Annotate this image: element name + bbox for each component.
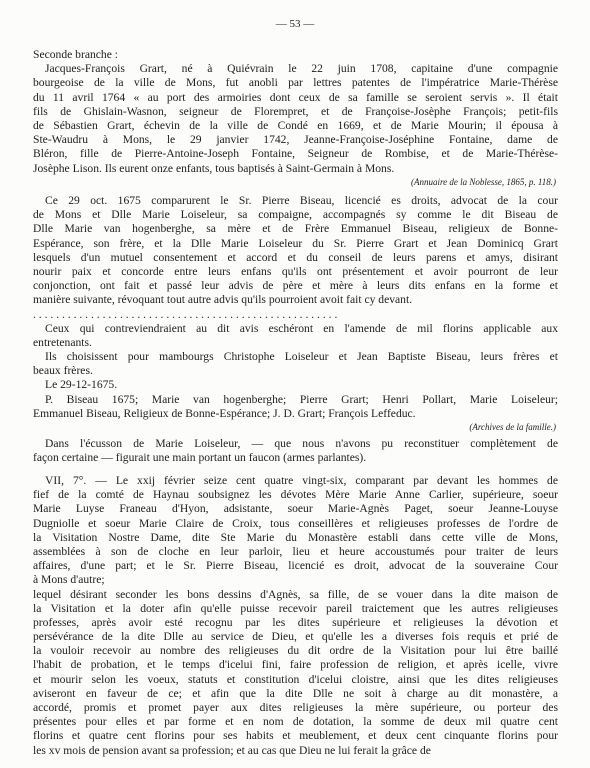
text-line: à Mons d'autre; bbox=[33, 573, 105, 587]
text-line: Espérance, son frère, et la Dlle Marie Loiseleur du Sr. Pierre Grart et Jean Dominicq Grart bbox=[33, 236, 558, 250]
text-line: bourgeoise de la ville de Mons, fut anobli par lettres patentes de l'impératrice Marie-Thérèse bbox=[33, 76, 558, 90]
text-line: Ste-Waudru à Mons, le 29 janvier 1742, Jeanne-Françoise-Joséphine Fontaine, dame de bbox=[33, 133, 558, 147]
text-line: beaux frères. bbox=[33, 364, 93, 378]
text-line: de Mons et Dlle Marie Loiseleur, sa compaigne, accompagnés sy comme le dit Biseau de bbox=[33, 208, 558, 222]
text-line: florins et quatre cent florins pour ses habits et meublement, et deux cent cinquante florins pour bbox=[33, 729, 558, 743]
text-line: aviseront en faveur de ce; et afin que la dite Dlle ne soit à charge au dit monastère, a bbox=[33, 686, 558, 700]
text-line: lesquels d'un mutuel consentement et accord et du conseil de leurs parens et amys, disirant bbox=[33, 250, 558, 264]
text-line: Josèphe Lison. Ils eurent onze enfants, tous baptisés à Saint-Germain à Mons. bbox=[33, 161, 395, 175]
text-line: Ceux qui contreviendraient au dit avis eschéront en l'amende de mil florins applicable aux bbox=[45, 321, 558, 335]
text-line: nourir paix et concorde entre leurs enfans qu'ils ont présentement et avoir pourront de leur bbox=[33, 264, 558, 278]
text-line: fief de la comté de Haynau soubsignez les dévotes Mère Marie Anne Carlier, supérieure, soeur bbox=[33, 488, 558, 502]
text-line: manière suivante, révoquant tout autre advis qu'ils pourroient avoit fait cy devant. bbox=[33, 293, 413, 307]
text-section bbox=[33, 48, 558, 188]
text-line: Dugniolle et soeur Marie Claire de Croix, tous conseillères et religieuses professes de l'ordre de bbox=[33, 516, 558, 530]
text-line: Ils choisissent pour mambourgs Christophe Loiseleur et Jean Baptiste Biseau, leurs frères et bbox=[45, 350, 558, 364]
text-line: . . . . . . . . . . . . . . . . . . . . . . . . . . . . . . . . . . . . . . . . . . . . . . . . . . . . . bbox=[33, 307, 338, 321]
text-line: l'habit de probation, et le temps d'icelui fini, faire profession de religion, et après icelle, vivre bbox=[33, 658, 558, 672]
text-line: professes, après avoir esté recognu par les dites supérieure et religieuses la dévotion et bbox=[33, 615, 558, 629]
page-number: — 53 — bbox=[275, 18, 315, 30]
source-citation: (Annuaire de la Noblesse, 1865, p. 118.) bbox=[411, 176, 556, 187]
text-line: Jacques-François Grart, né à Quiévrain le 22 juin 1708, capitaine d'une compagnie bbox=[45, 62, 558, 76]
text-line: Marie Luyse Franeau d'Hyon, adsistante, soeur Marie-Agnès Paget, soeur Jeanne-Louyse bbox=[33, 502, 558, 516]
text-line: affaires, d'une part; et le Sr. Pierre Biseau, licencié es droit, advocat de la souveraine Cour bbox=[33, 559, 558, 573]
text-line: assemblées à son de cloche en leur parloir, lieu et heure accoustumés pour traiter de leurs bbox=[33, 544, 558, 558]
text-line: Ce 29 oct. 1675 comparurent le Sr. Pierre Biseau, licencié es droits, advocat de la cour bbox=[45, 194, 558, 207]
text-section bbox=[33, 437, 558, 465]
text-line: entretenants. bbox=[33, 335, 92, 349]
text-line: Emmanuel Biseau, Religieux de Bonne-Espérance; J. D. Grart; François Leffeduc. bbox=[33, 406, 416, 420]
text-line: fils de Ghislain-Wasnon, seigneur de Florempret, et de Françoise-Josèphe François; petit-fils bbox=[33, 104, 558, 118]
text-line: la Visitation et la doter afin qu'elle puisse recevoir pareil traictement que les autres religieuses bbox=[33, 601, 558, 615]
text-line: de Sébastien Grart, échevin de la ville de Condé en 1669, et de Marie Mourin; il épousa à bbox=[33, 118, 558, 132]
text-line: du 11 avril 1764 « au port des armoiries dont ceux de sa famille se seroient servis ». Il était bbox=[33, 90, 558, 104]
text-line: Seconde branche : bbox=[33, 48, 118, 61]
text-line: Bléron, fille de Pierre-Antoine-Joseph Fontaine, Seigneur de Rombise, et de Marie-Thérèse- bbox=[33, 147, 558, 161]
text-line: Dans l'écusson de Marie Loiseleur, — que nous n'avons pu reconstituer complètement de bbox=[45, 437, 558, 450]
text-line: la Visitation Nostre Dame, dite Ste Marie du Monastère establi dans cette ville de Mons, bbox=[33, 530, 558, 544]
text-line: lequel désirant seconder les bons dessins d'Agnès, sa fille, de se vouer dans la dite maison de bbox=[33, 587, 558, 601]
text-line: Dlle Marie van hogenberghe, sa mère et de Frère Emmanuel Biseau, religieux de Bonne- bbox=[33, 222, 558, 236]
source-citation: (Archives de la famille.) bbox=[469, 422, 556, 432]
text-line: P. Biseau 1675; Marie van hogenberghe; Pierre Grart; Henri Pollart, Marie Loiseleur; bbox=[45, 392, 558, 406]
text-section bbox=[33, 474, 558, 758]
text-line: VII, 7°. — Le xxij février seize cent quatre vingt-six, comparant par devant les hommes de bbox=[45, 474, 558, 487]
text-line: persévérance de la dite Dlle au service de Dieu, et qu'elle les a diverses fois requis et prié de bbox=[33, 630, 558, 644]
text-line: Le 29-12-1675. bbox=[45, 378, 118, 392]
text-line: présentes pour elles et par forme et en nom de dotation, la somme de deux mil quatre cent bbox=[33, 715, 558, 729]
text-line: la vouloir recevoir au nombre des religieuses du dit ordre de la Visitation pour lui être baillé bbox=[33, 644, 558, 658]
text-line: accordé, promis et promet payer aux dites religieuses la mère supérieure, ou porteur des bbox=[33, 701, 558, 714]
text-line: les xv mois de pension avant sa profession; et au cas que Dieu ne lui ferait la grâce de bbox=[33, 743, 431, 757]
text-section bbox=[33, 194, 558, 433]
text-line: et mourir selon les voeux, statuts et constitution d'icelui cloistre, ainsi que les dites religieuses bbox=[33, 672, 558, 686]
text-line: façon certaine — figurait une main portant un faucon (armes parlantes). bbox=[33, 451, 367, 465]
text-line: conjonction, ont fait et passé leur advis de père et mère à leurs dits enfans en la forme et bbox=[33, 279, 558, 293]
